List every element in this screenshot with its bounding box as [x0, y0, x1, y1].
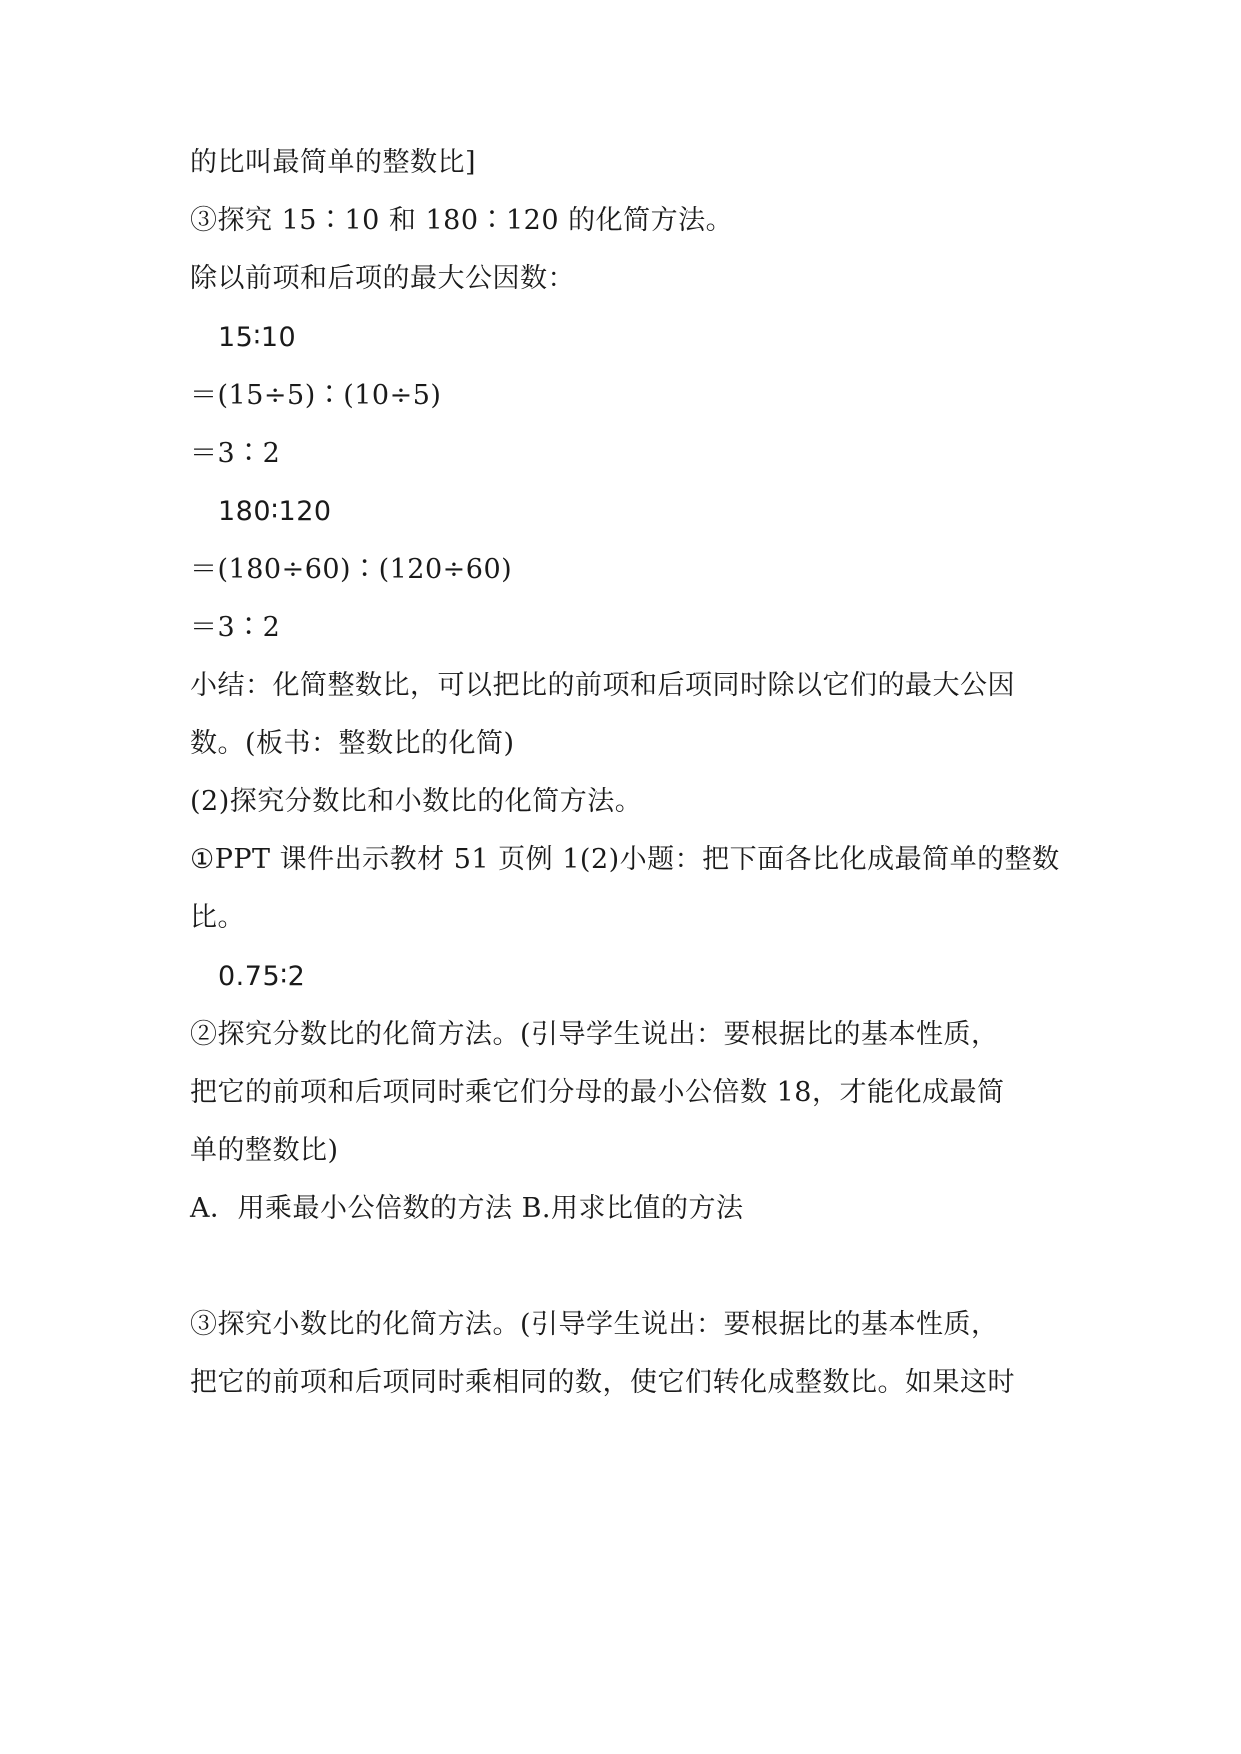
text-line: ②探究分数比的化简方法。(引导学生说出：要根据比的基本性质， — [190, 1019, 999, 1050]
text-line: 除以前项和后项的最大公因数： — [190, 263, 575, 294]
equation-line: ＝3∶2 — [190, 612, 281, 643]
equation-line: 15∶10 — [218, 322, 297, 353]
equation-line: 180∶120 — [218, 496, 332, 527]
text-line: ①PPT 课件出示教材 51 页例 1(2)小题：把下面各比化成最简单的整数 — [190, 844, 1060, 875]
text-line: A．用乘最小公倍数的方法 B.用求比值的方法 — [190, 1193, 744, 1224]
text-line: 把它的前项和后项同时乘它们分母的最小公倍数 18，才能化成最简 — [190, 1077, 1005, 1108]
equation-line: ＝(15÷5)∶(10÷5) — [190, 380, 442, 411]
text-line: 的比叫最简单的整数比] — [190, 147, 477, 178]
text-line: ③探究小数比的化简方法。(引导学生说出：要根据比的基本性质， — [190, 1309, 999, 1340]
text-line: 比。 — [190, 902, 245, 933]
text-line: ③探究 15∶10 和 180∶120 的化简方法。 — [190, 205, 734, 236]
equation-line: 0.75∶2 — [218, 961, 306, 992]
text-line: 小结：化简整数比，可以把比的前项和后项同时除以它们的最大公因 — [190, 670, 1015, 701]
equation-line: ＝(180÷60)∶(120÷60) — [190, 554, 513, 585]
text-line: (2)探究分数比和小数比的化简方法。 — [190, 786, 643, 817]
equation-line: ＝3∶2 — [190, 438, 281, 469]
text-line: 把它的前项和后项同时乘相同的数，使它们转化成整数比。如果这时 — [190, 1367, 1015, 1398]
text-line: 数。(板书：整数比的化简) — [190, 728, 515, 759]
text-line: 单的整数比) — [190, 1135, 339, 1166]
